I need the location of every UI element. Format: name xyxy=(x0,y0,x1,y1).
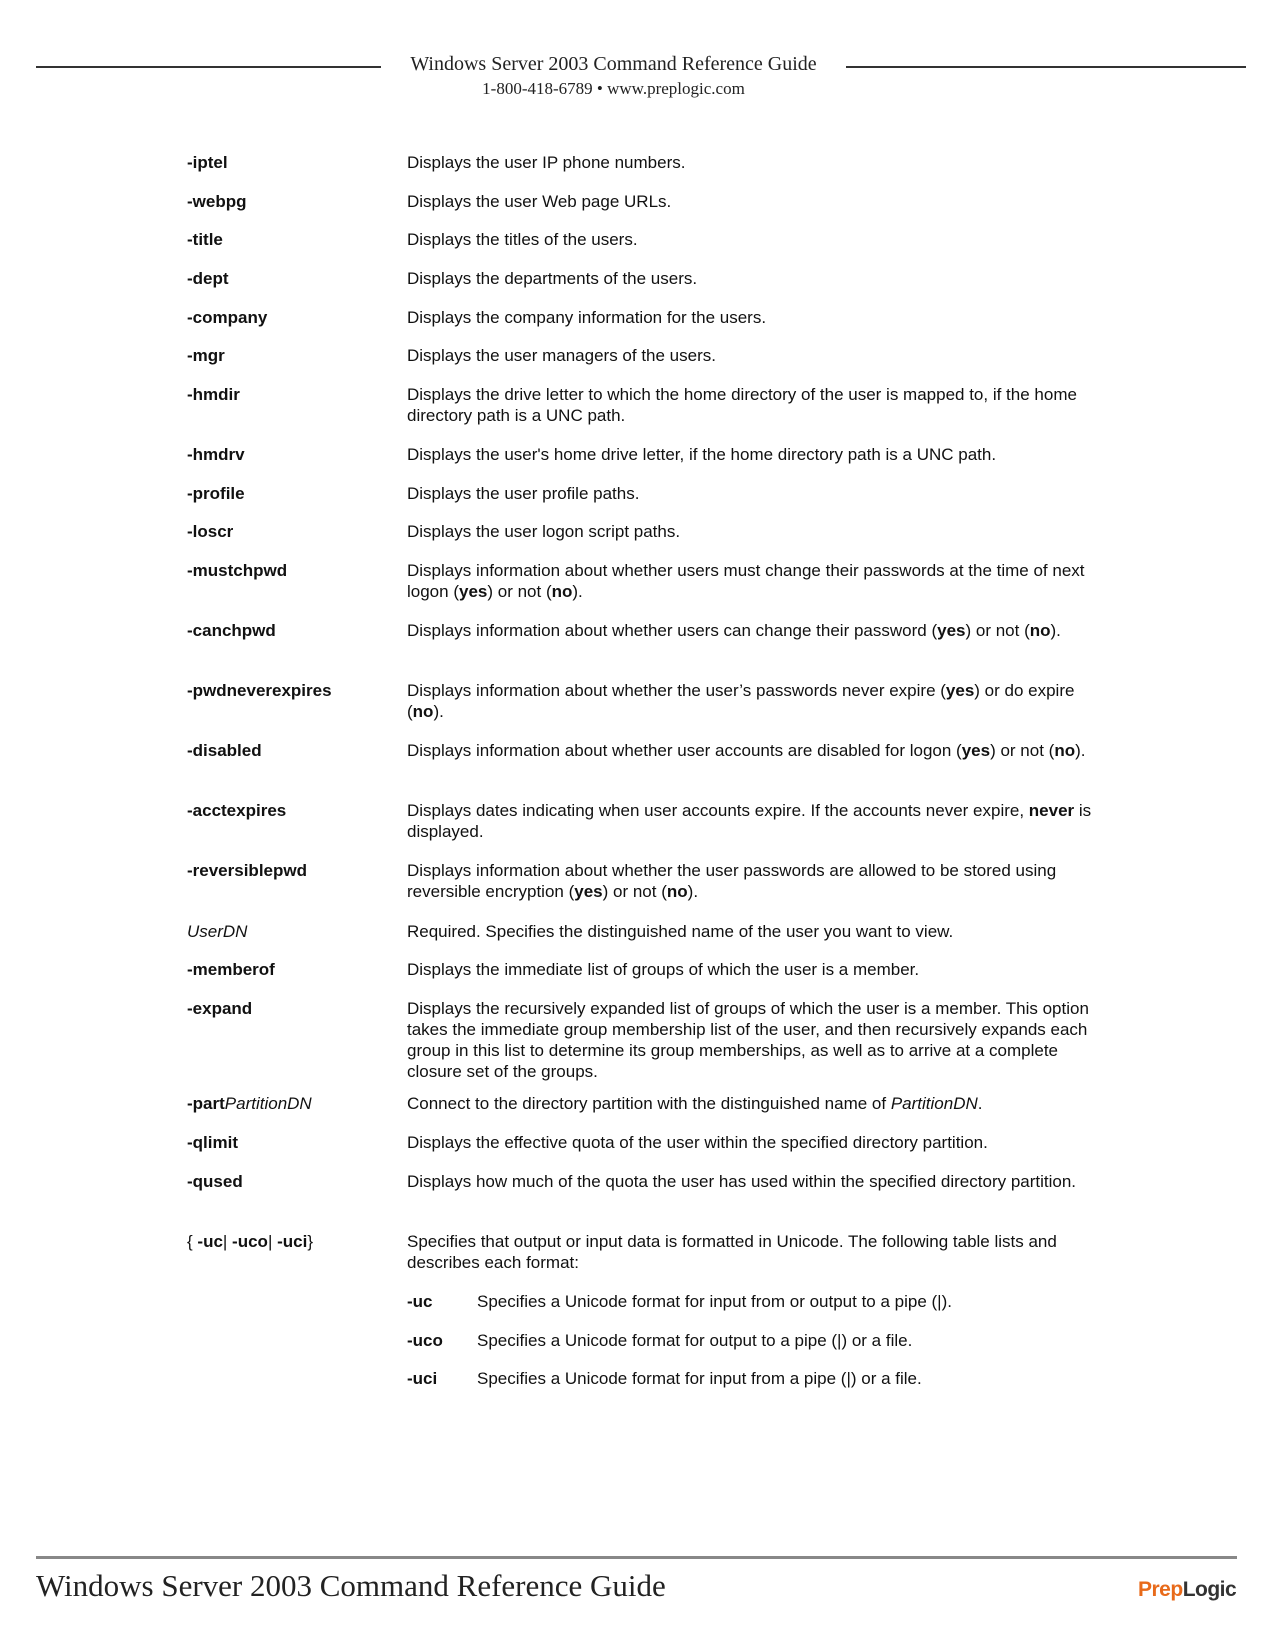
param-name: -profile xyxy=(187,484,245,503)
param-desc: Displays the recursively expanded list of groups of which the user is a member. This option takes the immediate group membership list of the user, and then recursively expands each group in this list to determine its group memberships, as well as to arrive at a complete closure set of the groups. xyxy=(407,999,1089,1081)
desc-value-yes: yes xyxy=(945,681,975,700)
param-desc xyxy=(407,800,1092,842)
logo-logic: Logic xyxy=(1182,1578,1237,1601)
desc-text: ) or not ( xyxy=(965,621,1030,640)
desc-text: ). xyxy=(687,882,699,901)
header-rule-right xyxy=(846,66,1246,68)
param-desc: Specifies that output or input data is formatted in Unicode. The following table lists and describes each format: xyxy=(407,1232,1057,1272)
footer-rule xyxy=(36,1556,1237,1559)
param-desc: Displays the user profile paths. xyxy=(407,484,640,503)
param-name: -hmdrv xyxy=(187,445,245,464)
format-switch: -uci xyxy=(407,1369,438,1388)
desc-text: ) or not ( xyxy=(602,882,667,901)
format-desc: Specifies a Unicode format for output to a pipe (|) or a file. xyxy=(477,1331,913,1350)
param-desc: Displays the effective quota of the user within the specified directory partition. xyxy=(407,1133,988,1152)
desc-text: Connect to the directory partition with the distinguished name of xyxy=(407,1094,891,1113)
param-desc: Displays the drive letter to which the home directory of the user is mapped to, if the home directory path is a UNC path. xyxy=(407,385,1077,425)
format-switch: -uco xyxy=(407,1331,443,1350)
desc-value-no: no xyxy=(666,882,688,901)
format-desc: Specifies a Unicode format for input from a pipe (|) or a file. xyxy=(477,1369,922,1388)
param-desc: Displays the departments of the users. xyxy=(407,269,698,288)
desc-text: is displayed. xyxy=(407,801,1092,841)
desc-value-no: no xyxy=(551,582,573,601)
param-name: -dept xyxy=(187,269,229,288)
desc-text: ). xyxy=(1050,621,1061,640)
param-desc xyxy=(407,860,1092,902)
param-desc: Displays how much of the quota the user has used within the specified directory partition. xyxy=(407,1172,1077,1191)
desc-text: Displays information about whether users must change their passwords at the time of next logon ( xyxy=(407,561,1085,601)
param-name: -canchpwd xyxy=(187,621,276,640)
param-row xyxy=(187,191,1092,229)
unicode-format-row xyxy=(407,1368,1092,1407)
param-row xyxy=(187,152,1092,191)
param-name xyxy=(187,1231,402,1252)
param-row xyxy=(187,620,1092,680)
desc-text: Displays information about whether the user’s passwords never expire ( xyxy=(407,681,946,700)
separator: | xyxy=(222,1232,233,1251)
param-desc xyxy=(407,1093,1092,1114)
param-name: -acctexpires xyxy=(187,801,287,820)
param-desc: Displays the user Web page URLs. xyxy=(407,192,672,211)
param-row xyxy=(187,860,1092,921)
param-switch: -uc xyxy=(197,1232,223,1251)
desc-text: ). xyxy=(572,582,583,601)
desc-text: . xyxy=(977,1094,983,1113)
param-name: -expand xyxy=(187,999,253,1018)
param-row xyxy=(187,307,1092,345)
param-row xyxy=(187,921,1092,959)
param-desc: Displays the company information for the users. xyxy=(407,308,767,327)
param-variable: PartitionDN xyxy=(224,1094,312,1113)
format-desc: Specifies a Unicode format for input from or output to a pipe (|). xyxy=(477,1292,952,1311)
param-desc: Required. Specifies the distinguished name of the user you want to view. xyxy=(407,922,954,941)
param-switch: -uco xyxy=(232,1232,268,1251)
param-row xyxy=(187,384,1092,444)
desc-text: ) or not ( xyxy=(990,741,1055,760)
desc-text: Displays dates indicating when user accounts expire. If the accounts never expire, xyxy=(407,801,1029,820)
param-row xyxy=(187,740,1092,800)
brace-close: } xyxy=(307,1232,313,1251)
param-desc xyxy=(407,620,1092,641)
unicode-format-row xyxy=(407,1291,1092,1330)
param-desc: Displays the immediate list of groups of which the user is a member. xyxy=(407,960,920,979)
unicode-format-row xyxy=(407,1330,1092,1368)
param-row xyxy=(187,229,1092,268)
param-name: -qlimit xyxy=(187,1133,238,1152)
footer-title: Windows Server 2003 Command Reference Guide xyxy=(36,1568,666,1603)
header-rule-left xyxy=(36,66,381,68)
param-name: -iptel xyxy=(187,153,228,172)
param-row xyxy=(187,345,1092,384)
param-row xyxy=(187,444,1092,483)
parameter-list xyxy=(187,152,1092,1407)
param-desc: Displays the user IP phone numbers. xyxy=(407,153,686,172)
desc-text: ). xyxy=(1075,741,1086,760)
param-row xyxy=(187,1231,1092,1291)
desc-text: ). xyxy=(433,702,444,721)
param-name: -loscr xyxy=(187,522,234,541)
desc-text: Displays information about whether the user passwords are allowed to be stored using reversible encryption ( xyxy=(407,861,1057,901)
param-name: -webpg xyxy=(187,192,247,211)
param-name: -title xyxy=(187,230,223,249)
param-row xyxy=(187,1171,1092,1231)
param-desc: Displays the titles of the users. xyxy=(407,230,638,249)
param-row xyxy=(187,680,1092,740)
param-desc: Displays the user's home drive letter, if the home directory path is a UNC path. xyxy=(407,445,997,464)
desc-value-no: no xyxy=(412,702,434,721)
desc-value-never: never xyxy=(1028,801,1075,820)
separator: | xyxy=(267,1232,278,1251)
desc-text: Displays information about whether user accounts are disabled for logon ( xyxy=(407,741,962,760)
desc-variable: PartitionDN xyxy=(890,1094,978,1113)
param-row xyxy=(187,959,1092,998)
param-name: -company xyxy=(187,308,268,327)
param-name xyxy=(187,1093,402,1114)
param-name: -reversiblepwd xyxy=(187,861,307,880)
param-name: -disabled xyxy=(187,741,262,760)
param-row xyxy=(187,800,1092,860)
desc-value-yes: yes xyxy=(961,741,991,760)
param-desc: Displays the user logon script paths. xyxy=(407,522,681,541)
param-switch: -uci xyxy=(277,1232,308,1251)
param-desc xyxy=(407,680,1092,722)
param-desc: Displays the user managers of the users. xyxy=(407,346,716,365)
param-desc xyxy=(407,560,1092,602)
desc-text: ) or do expire ( xyxy=(407,681,1075,721)
desc-value-no: no xyxy=(1054,741,1076,760)
brace-open: { xyxy=(187,1232,198,1251)
param-row xyxy=(187,560,1092,620)
desc-text: Displays information about whether users can change their password ( xyxy=(407,621,938,640)
param-name: -mustchpwd xyxy=(187,561,288,580)
param-row xyxy=(187,268,1092,307)
param-name: -memberof xyxy=(187,960,275,979)
param-name: UserDN xyxy=(187,922,248,941)
param-name: -qused xyxy=(187,1172,243,1191)
logo-prep: Prep xyxy=(1138,1578,1183,1601)
format-switch: -uc xyxy=(407,1292,433,1311)
param-row xyxy=(187,521,1092,560)
header-title: Windows Server 2003 Command Reference Guide xyxy=(410,53,817,75)
page-header xyxy=(36,50,1236,100)
param-row xyxy=(187,1093,1092,1132)
desc-value-yes: yes xyxy=(574,882,603,901)
param-row xyxy=(187,998,1092,1093)
param-desc xyxy=(407,740,1092,761)
preplogic-logo xyxy=(1138,1578,1236,1602)
param-row xyxy=(187,1132,1092,1171)
param-row xyxy=(187,483,1092,521)
desc-value-yes: yes xyxy=(937,621,966,640)
desc-text: ) or not ( xyxy=(487,582,552,601)
desc-value-yes: yes xyxy=(458,582,488,601)
header-contact: 1-800-418-6789 • www.preplogic.com xyxy=(482,79,745,98)
param-name: -hmdir xyxy=(187,385,240,404)
param-switch: -part xyxy=(187,1094,225,1113)
param-name: -mgr xyxy=(187,346,225,365)
param-name: -pwdneverexpires xyxy=(187,681,332,700)
desc-value-no: no xyxy=(1029,621,1051,640)
